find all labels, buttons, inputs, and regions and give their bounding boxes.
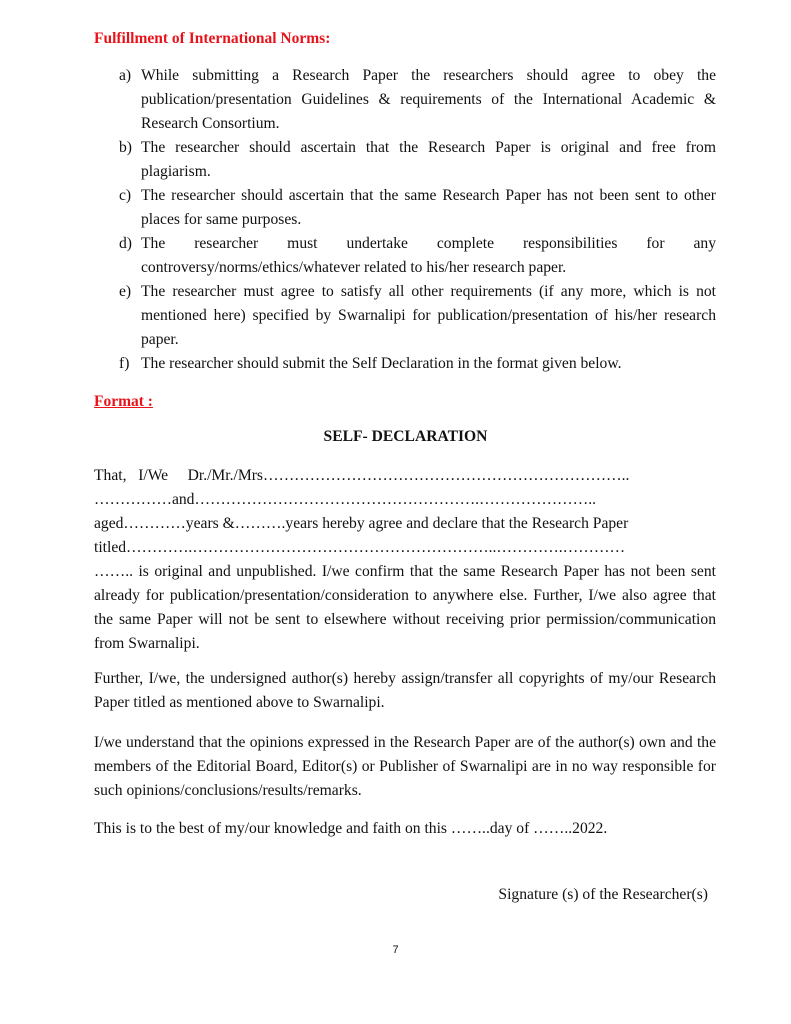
declaration-paragraph <box>94 464 716 656</box>
norms-heading: Fulfillment of International Norms: <box>94 30 331 47</box>
declaration-line-3: aged…………years &……….years hereby agree and declare that the Research Paper <box>94 515 629 532</box>
opinions-paragraph: I/we understand that the opinions expressed in the Research Paper are of the author(s) own and the members of the Editorial Board, Editor(s) or Publisher of Swarnalipi are in no way responsible for such opinions/conclusions/results/remarks. <box>94 734 716 799</box>
declaration-line-4: titled………….…………………………………………………..………….………… <box>94 539 626 556</box>
format-heading: Format : <box>94 393 153 410</box>
list-marker: c) <box>119 187 132 204</box>
list-item <box>119 280 716 352</box>
declaration-name-blank: Dr./Mr./Mrs…………………………………………………………….. <box>187 467 630 484</box>
list-item <box>119 64 716 136</box>
list-item-text: The researcher must agree to satisfy all other requirements (if any more, which is not mentioned here) specified by Swarnalipi for publication/presentation of his/her research paper. <box>141 283 716 348</box>
list-item-text: The researcher should ascertain that the Research Paper is original and free from plagiarism. <box>141 139 716 180</box>
knowledge-paragraph: This is to the best of my/our knowledge and faith on this ……..day of ……..2022. <box>94 820 608 837</box>
list-item <box>119 352 716 376</box>
list-marker: b) <box>119 139 132 156</box>
declaration-rest: …….. is original and unpublished. I/we confirm that the same Research Paper has not been sent already for publication/presentation/consideration to anywhere else. Further, I/we also agree that the same Paper will not be sent to elsewhere without receiving prior permission/communication from Swarnalipi. <box>94 563 716 652</box>
list-item-text: The researcher should submit the Self Declaration in the format given below. <box>141 355 622 372</box>
list-item <box>119 136 716 184</box>
list-marker: f) <box>119 355 130 372</box>
list-marker: e) <box>119 283 132 300</box>
list-item-text: While submitting a Research Paper the researchers should agree to obey the publication/presentation Guidelines & requirements of the International Academic & Research Consortium. <box>141 67 716 132</box>
norms-list <box>119 64 716 376</box>
list-item <box>119 232 716 280</box>
declaration-iwe: I/We <box>138 467 169 484</box>
list-item <box>119 184 716 232</box>
list-marker: a) <box>119 67 132 84</box>
declaration-title: SELF- DECLARATION <box>323 428 488 445</box>
declaration-line-1 <box>94 464 716 488</box>
list-item-text: The researcher should ascertain that the same Research Paper has not been sent to other places for same purposes. <box>141 187 716 228</box>
page-number: 7 <box>392 944 399 956</box>
declaration-that: That, <box>94 467 127 484</box>
signature-line: Signature (s) of the Researcher(s) <box>498 886 708 903</box>
copyright-paragraph: Further, I/we, the undersigned author(s) hereby assign/transfer all copyrights of my/our Research Paper titled as mentioned above to Swarnalipi. <box>94 670 716 711</box>
list-item-text: The researcher must undertake complete responsibilities for any controversy/norms/ethics/whatever related to his/her research paper. <box>141 235 716 276</box>
declaration-line-2: ……………and……………………………………………….………………….. <box>94 491 597 508</box>
list-marker: d) <box>119 235 132 252</box>
